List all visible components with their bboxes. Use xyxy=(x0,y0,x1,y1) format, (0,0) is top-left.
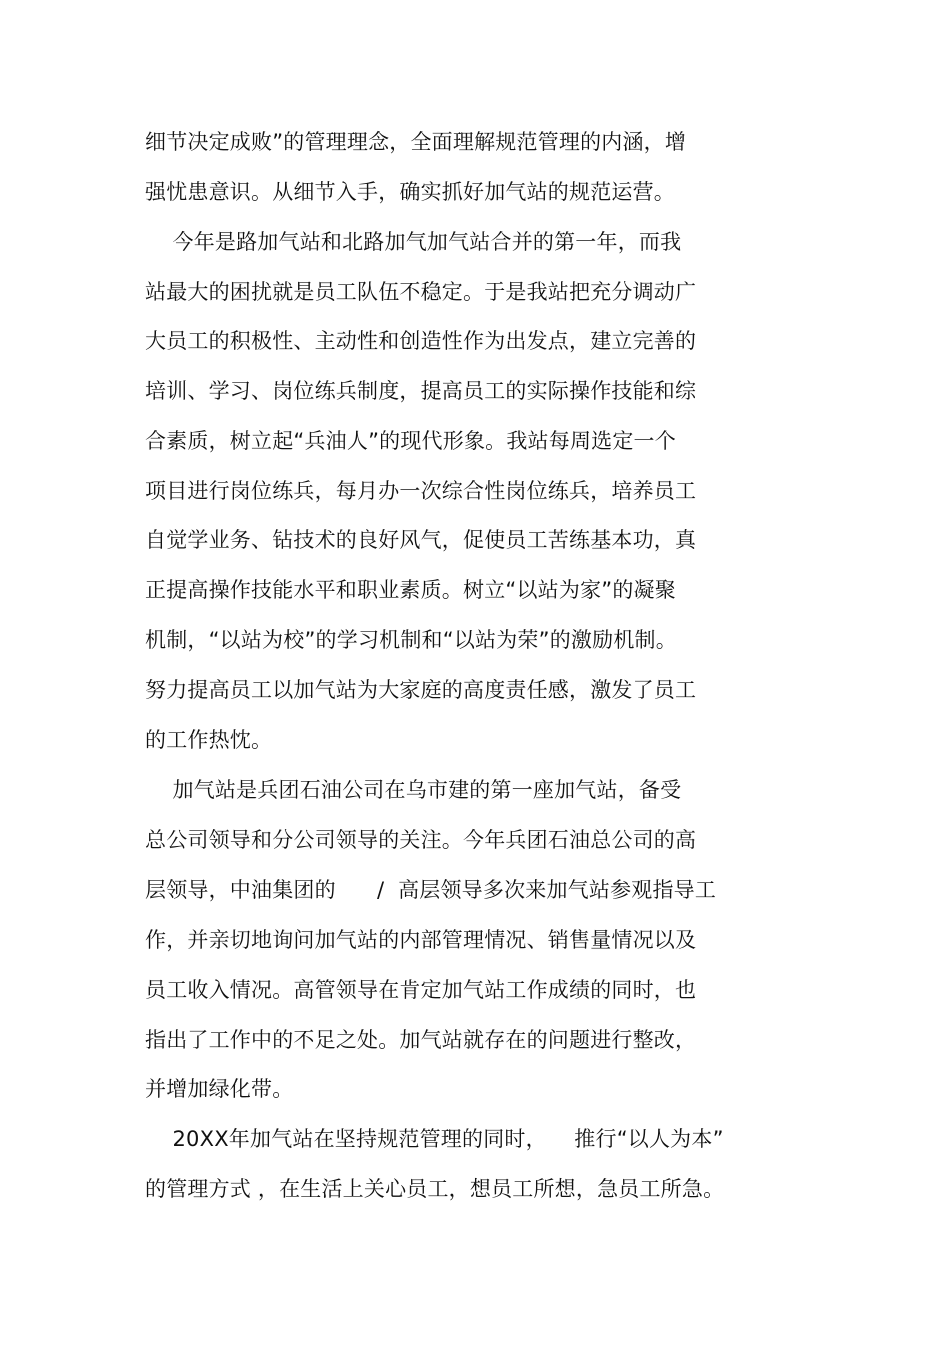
text-line: 正提高操作技能水平和职业素质。树立“以站为家”的凝聚 xyxy=(145,578,676,602)
text-line: 自觉学业务、钻技术的良好风气，促使员工苦练基本功，真 xyxy=(145,528,697,552)
text-line: 20XX年加气站在坚持规范管理的同时， 推行“以人为本” xyxy=(145,1127,724,1151)
text-line: 强忧患意识。从细节入手，确实抓好加气站的规范运营。 xyxy=(145,180,675,204)
text-line: 加气站是兵团石油公司在乌市建的第一座加气站，备受 xyxy=(145,778,682,802)
text-line: 站最大的困扰就是员工队伍不稳定。于是我站把充分调动广 xyxy=(145,280,697,304)
text-line: 的管理方式 ，在生活上关心员工，想员工所想，急员工所急。 xyxy=(145,1177,725,1201)
text-line: 培训、学习、岗位练兵制度，提高员工的实际操作技能和综 xyxy=(145,379,697,403)
text-line: 今年是路加气站和北路加气加气站合并的第一年，而我 xyxy=(145,230,682,254)
text-line: 员工收入情况。高管领导在肯定加气站工作成绩的同时，也 xyxy=(145,978,697,1002)
text-line: 的工作热忱。 xyxy=(145,728,273,752)
text-line: 总公司领导和分公司领导的关注。今年兵团石油总公司的高 xyxy=(145,828,697,852)
text-line: 并增加绿化带。 xyxy=(145,1077,294,1101)
text-line: 项目进行岗位练兵，每月办一次综合性岗位练兵，培养员工 xyxy=(145,479,697,503)
text-line: 合素质，树立起“兵油人”的现代形象。我站每周选定一个 xyxy=(145,429,676,453)
text-line: 机制，“以站为校”的学习机制和“以站为荣”的激励机制。 xyxy=(145,628,677,652)
text-line: 层领导，中油集团的 / 高层领导多次来加气站参观指导工 xyxy=(145,878,717,902)
text-line: 努力提高员工以加气站为大家庭的高度责任感，激发了员工 xyxy=(145,678,697,702)
text-line: 作，并亲切地询问加气站的内部管理情况、销售量情况以及 xyxy=(145,928,697,952)
text-line: 细节决定成败”的管理理念，全面理解规范管理的内涵，增 xyxy=(145,130,687,154)
text-line: 指出了工作中的不足之处。加气站就存在的问题进行整改， xyxy=(145,1028,697,1052)
text-line: 大员工的积极性、主动性和创造性作为出发点，建立完善的 xyxy=(145,329,697,353)
